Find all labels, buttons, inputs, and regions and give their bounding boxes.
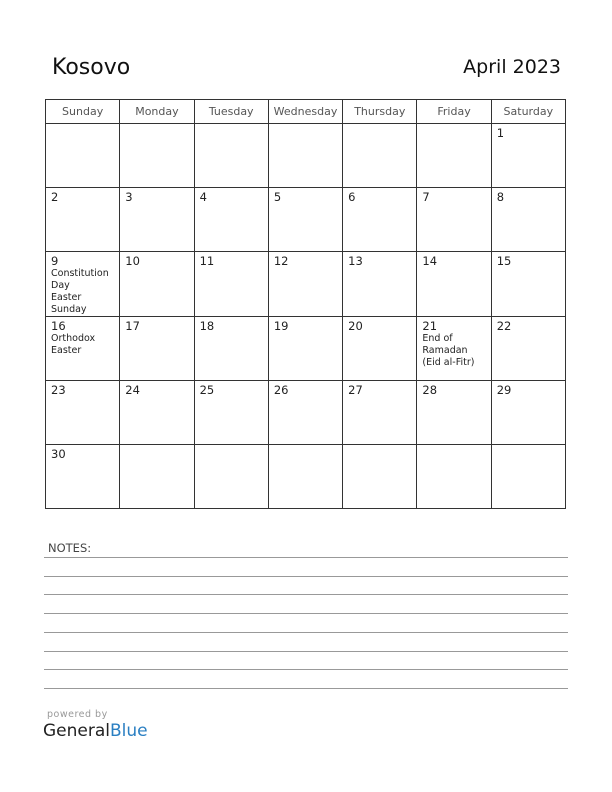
day-cell[interactable] [120,252,194,317]
day-number: 24 [125,383,140,397]
day-cell[interactable] [194,381,268,445]
brand-blue: Blue [110,721,148,741]
day-number: 22 [496,319,512,333]
day-cell[interactable] [417,252,491,317]
day-cell[interactable] [417,188,491,252]
day-cell[interactable] [343,445,417,509]
notes-line [44,669,568,670]
day-number: 20 [348,319,363,333]
holiday-label: Orthodox Easter [51,333,96,356]
day-cell[interactable] [491,188,565,252]
day-number: 8 [496,190,505,204]
brand-general: General [43,721,110,741]
day-cell[interactable] [194,252,268,317]
day-number: 1 [496,126,505,140]
day-number: 25 [199,383,215,397]
day-cell[interactable] [46,317,120,381]
day-number: 11 [199,254,215,268]
week-row [46,252,566,317]
weekday-header-row [46,100,566,124]
day-number: 14 [422,254,438,268]
weekday-thursday: Thursday [343,100,417,124]
brand-logo[interactable] [43,721,148,741]
week-row [46,445,566,509]
day-cell[interactable] [46,252,120,317]
day-number: 5 [273,190,282,204]
day-cell[interactable] [268,124,342,188]
week-row [46,317,566,381]
powered-by-label: powered by [47,709,108,720]
day-number: 27 [348,383,363,397]
notes-line [44,651,568,652]
day-cell[interactable] [417,381,491,445]
day-number: 13 [348,254,363,268]
holiday-label: End of Ramadan (Eid al-Fitr) [422,333,475,368]
day-cell[interactable] [268,381,342,445]
day-number: 10 [125,254,140,268]
day-cell[interactable] [120,317,194,381]
day-cell[interactable] [46,188,120,252]
day-cell[interactable] [268,188,342,252]
notes-line [44,576,568,577]
day-cell[interactable] [120,445,194,509]
day-cell[interactable] [491,445,565,509]
day-number: 30 [51,447,66,461]
day-number: 15 [496,254,512,268]
day-cell[interactable] [343,381,417,445]
day-cell[interactable] [268,317,342,381]
day-number: 9 [51,254,59,268]
day-cell[interactable] [46,381,120,445]
day-number: 28 [422,383,438,397]
week-row [46,188,566,252]
weekday-tuesday: Tuesday [194,100,268,124]
day-number: 19 [273,319,289,333]
day-number: 21 [422,319,438,333]
weekday-friday: Friday [417,100,491,124]
day-cell[interactable] [46,445,120,509]
weekday-monday: Monday [120,100,194,124]
day-cell[interactable] [343,188,417,252]
day-number: 17 [125,319,140,333]
day-number: 23 [51,383,66,397]
day-number: 12 [273,254,289,268]
day-number: 7 [422,190,430,204]
day-number: 26 [273,383,289,397]
weekday-saturday: Saturday [491,100,565,124]
month-title: April 2023 [463,56,561,78]
day-number: 29 [496,383,512,397]
day-cell[interactable] [491,381,565,445]
day-cell[interactable] [491,124,565,188]
day-cell[interactable] [343,317,417,381]
day-cell[interactable] [491,317,565,381]
notes-line [44,613,568,614]
notes-line [44,557,568,558]
notes-line [44,632,568,633]
week-row [46,124,566,188]
day-cell[interactable] [120,188,194,252]
day-cell[interactable] [194,445,268,509]
day-cell[interactable] [491,252,565,317]
day-number: 3 [125,190,133,204]
calendar-grid [45,99,566,509]
day-cell[interactable] [417,445,491,509]
day-number: 2 [51,190,59,204]
holiday-label: Constitution Day Easter Sunday [51,268,109,315]
day-cell[interactable] [268,445,342,509]
day-cell[interactable] [194,188,268,252]
day-number: 4 [199,190,207,204]
day-cell[interactable] [343,252,417,317]
day-cell[interactable] [343,124,417,188]
day-number: 6 [348,190,356,204]
day-cell[interactable] [194,124,268,188]
day-cell[interactable] [268,252,342,317]
day-cell[interactable] [46,124,120,188]
day-cell[interactable] [120,124,194,188]
notes-line [44,688,568,689]
country-title: Kosovo [52,55,131,80]
day-cell[interactable] [417,124,491,188]
notes-label: NOTES: [48,541,92,555]
day-cell[interactable] [120,381,194,445]
week-row [46,381,566,445]
weekday-sunday: Sunday [46,100,120,124]
day-cell[interactable] [417,317,491,381]
day-number: 18 [199,319,215,333]
day-number: 16 [51,319,66,333]
notes-line [44,594,568,595]
weekday-wednesday: Wednesday [268,100,342,124]
day-cell[interactable] [194,317,268,381]
